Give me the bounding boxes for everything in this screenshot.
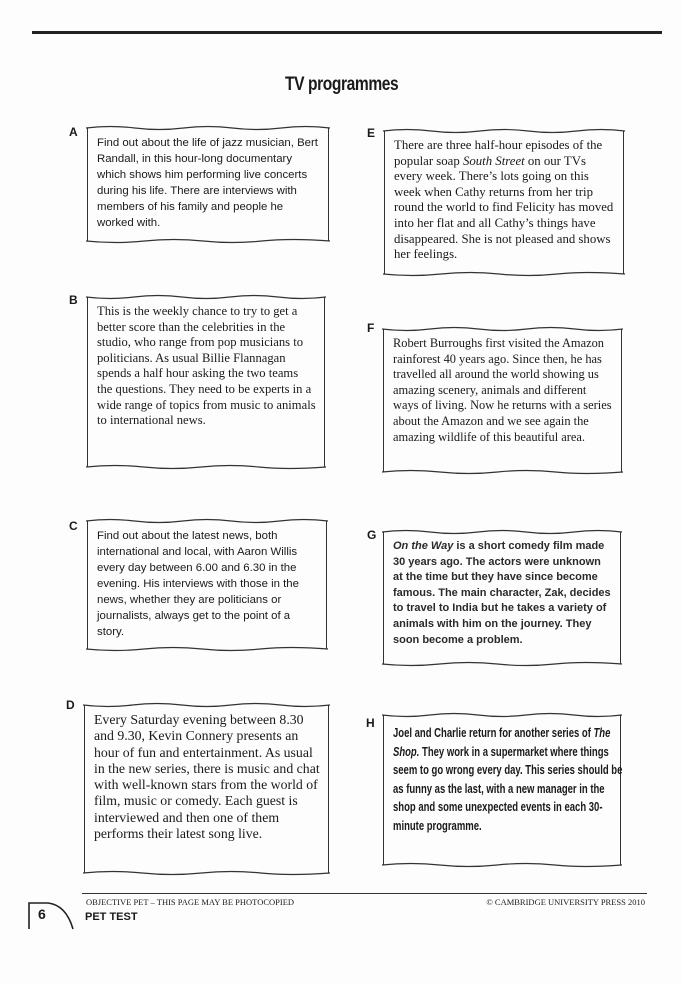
card-bottom-edge xyxy=(86,645,328,653)
programme-text-h xyxy=(393,724,624,835)
programme-letter-c: C xyxy=(69,519,78,533)
programme-text-g xyxy=(393,539,612,648)
footer-copyright-note: OBJECTIVE PET – THIS PAGE MAY BE PHOTOCOPIED xyxy=(86,897,295,907)
programme-title-south-street: South Street xyxy=(462,153,525,168)
card-top-edge xyxy=(86,124,330,132)
card-top-edge xyxy=(382,528,622,536)
card-top-edge xyxy=(382,325,623,333)
programme-title-the-shop: The Shop. xyxy=(393,725,611,759)
card-top-edge xyxy=(83,701,330,709)
page-number: 6 xyxy=(38,906,46,922)
programme-letter-e: E xyxy=(367,126,376,140)
programme-letter-g: G xyxy=(367,528,377,542)
programme-card-c xyxy=(87,521,327,649)
programme-card-a xyxy=(87,128,329,241)
programme-letter-h: H xyxy=(366,716,375,730)
programme-text-g-part: is a short comedy film made 30 years ago. The actors were unknown at the time but they have since become famous. The main character, Zak, decides to travel to India but he takes a variety of animals with him on the journey. They soon become a problem. xyxy=(393,540,611,646)
programme-letter-b: B xyxy=(69,293,78,307)
top-rule xyxy=(32,31,662,34)
card-top-edge xyxy=(383,127,625,135)
programme-card-b xyxy=(87,297,325,467)
footer-section-label: PET TEST xyxy=(85,911,138,923)
card-bottom-edge xyxy=(382,468,623,476)
programme-text-a: Find out about the life of jazz musician, Bert Randall, in this hour-long documentary which shows him performing live concerts during his life. There are interviews with members of his family and people he worked with. xyxy=(97,137,318,229)
programme-text-e-part: on our TVs every week. There’s lots going on this week when Cathy returns from her trip round the world to find Felicity has moved into her flat and all Cathy’s things have disappeared. She is not pleased and shows her feelings. xyxy=(394,153,614,262)
programme-card-e xyxy=(384,131,624,274)
card-top-edge xyxy=(382,711,622,719)
programme-card-h xyxy=(383,715,621,865)
card-bottom-edge xyxy=(86,463,326,471)
programme-text-h-part: Joel and Charlie return for another series of xyxy=(393,725,594,740)
programme-text-d: Every Saturday evening between 8.30 and 9.30, Kevin Connery presents an hour of fun and entertainment. As usual in the new series, there is music and chat with well-known stars from the world of film, music or comedy. Each guest is interviewed and then one of them performs their latest song live. xyxy=(94,712,320,842)
card-top-edge xyxy=(86,293,326,301)
programme-card-d xyxy=(84,705,329,873)
programme-text-b: This is the weekly chance to try to get a better score than the celebrities in the studio, who range from pop musicians to politicians. As usual Billie Flannagan spends a half hour asking the two teams the questions. They need to be experts in a wide range of topics from music to animals to international news. xyxy=(97,304,316,428)
programme-title-on-the-way: On the Way xyxy=(393,540,454,552)
card-bottom-edge xyxy=(382,861,622,869)
programme-card-g xyxy=(383,532,621,664)
programme-text-e-part: There are three half-hour episodes of the popular soap xyxy=(394,138,603,168)
programme-text-h-part: They work in a supermarket where things seem to go wrong every day. This series should be as funny as the last, with a new manager in the shop and some unexpected events in each 30-minute programme. xyxy=(393,743,623,833)
card-bottom-edge xyxy=(383,270,625,278)
programme-letter-f: F xyxy=(367,321,375,335)
programme-letter-d: D xyxy=(66,698,75,712)
page-number-tab-shape xyxy=(28,902,74,930)
card-top-edge xyxy=(86,517,328,525)
footer-publisher: © CAMBRIDGE UNIVERSITY PRESS 2010 xyxy=(486,897,645,907)
card-bottom-edge xyxy=(382,660,622,668)
programme-text-f: Robert Burroughs first visited the Amazon rainforest 40 years ago. Since then, he has travelled all around the world showing us amazing scenery, animals and different ways of living. Now he returns with a series about the Amazon and we see again the amazing wildlife of this beautiful area. xyxy=(393,336,612,444)
card-bottom-edge xyxy=(86,237,330,245)
footer-rule xyxy=(82,893,647,894)
programme-text-c: Find out about the latest news, both international and local, with Aaron Willis every day between 6.00 and 6.30 in the evening. His interviews with those in the news, whether they are politicians or journalists, always get to the point of a story. xyxy=(97,530,299,638)
card-bottom-edge xyxy=(83,869,330,877)
programme-letter-a: A xyxy=(69,125,78,139)
programme-card-f xyxy=(383,329,622,472)
page-number-tab xyxy=(28,902,74,930)
programme-text-e xyxy=(394,138,615,263)
page-title: TV programmes xyxy=(285,74,399,95)
